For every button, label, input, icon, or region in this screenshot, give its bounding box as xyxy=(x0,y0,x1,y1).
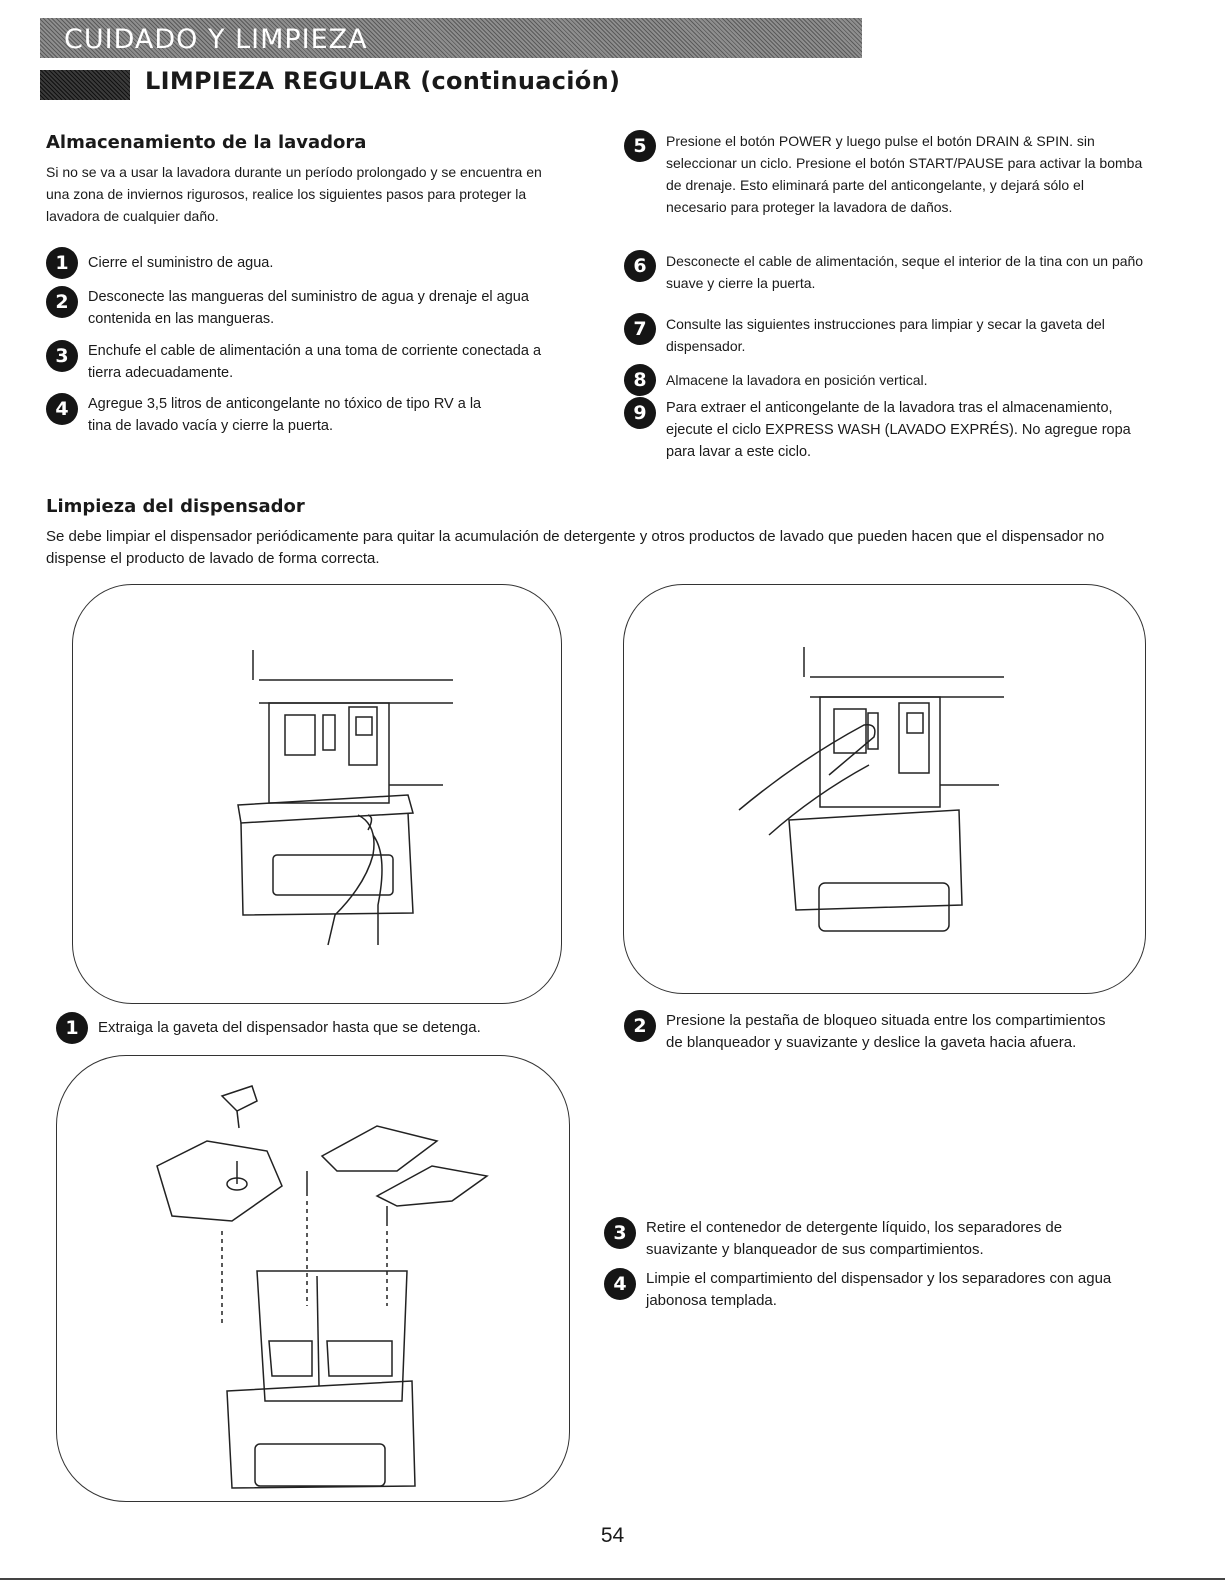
step-text: Presione la pestaña de bloqueo situada entre los compartimientos de blanqueador y suavizante y deslice la gaveta hacia afuera. xyxy=(666,1012,1106,1051)
step-number-badge: 1 xyxy=(56,1012,88,1044)
storage-step-1 xyxy=(46,247,576,279)
subheading-marker xyxy=(40,70,130,100)
storage-step-8 xyxy=(624,364,1164,396)
step-number-badge: 2 xyxy=(624,1010,656,1042)
storage-step-9 xyxy=(624,397,1164,463)
page-bottom-rule xyxy=(0,1578,1225,1580)
step-text: Para extraer el anticongelante de la lavadora tras el almacenamiento, ejecute el ciclo EXPRESS WASH (LAVADO EXPRÉS). No agregue ropa para lavar a este ciclo. xyxy=(666,400,1131,460)
step-number-badge: 3 xyxy=(604,1217,636,1249)
dispenser-intro: Se debe limpiar el dispensador periódicamente para quitar la acumulación de detergente y otros productos de lavado que pueden hacen que el dispensador no dispense el producto de lavado de forma correcta. xyxy=(46,528,1105,567)
step-text: Enchufe el cable de alimentación a una toma de corriente conectada a tierra adecuadamente. xyxy=(88,343,542,381)
illustration-disassembled-drawer xyxy=(56,1055,570,1502)
dispenser-step-4 xyxy=(604,1268,1144,1312)
storage-step-6 xyxy=(624,250,1184,294)
page-number: 54 xyxy=(600,1524,625,1547)
step-number-badge: 6 xyxy=(624,250,656,282)
illustration-pull-drawer xyxy=(72,584,562,1004)
dispenser-step-2 xyxy=(624,1010,1144,1054)
step-number-badge: 3 xyxy=(46,340,78,372)
storage-step-7 xyxy=(624,313,1164,357)
dispenser-step-1 xyxy=(56,1012,576,1044)
step-number-badge: 9 xyxy=(624,397,656,429)
illustration-press-lock-tab xyxy=(623,584,1146,994)
step-text: Almacene la lavadora en posición vertical. xyxy=(666,372,928,388)
step-text: Presione el botón POWER y luego pulse el botón DRAIN & SPIN. sin seleccionar un ciclo. Presione el botón START/PAUSE para activar la bomba de drenaje. Esto eliminará parte del anticongelante, y dejará sólo el necesario para proteger la lavadora de daños. xyxy=(666,133,1143,215)
dispenser-step-3 xyxy=(604,1217,1144,1261)
step-number-badge: 4 xyxy=(46,393,78,425)
step-text: Retire el contenedor de detergente líquido, los separadores de suavizante y blanqueador de sus compartimientos. xyxy=(646,1219,1063,1258)
dispenser-heading: Limpieza del dispensador xyxy=(46,496,305,517)
storage-intro: Si no se va a usar la lavadora durante un período prolongado y se encuentra en una zona de inviernos rigurosos, realice los siguientes pasos para proteger la lavadora de cualquier daño. xyxy=(46,164,542,224)
step-text: Agregue 3,5 litros de anticongelante no tóxico de tipo RV a la tina de lavado vacía y cierre la puerta. xyxy=(88,396,482,434)
storage-heading: Almacenamiento de la lavadora xyxy=(46,132,367,153)
storage-step-4 xyxy=(46,393,576,437)
section-banner-title: CUIDADO Y LIMPIEZA xyxy=(64,24,368,55)
storage-step-3 xyxy=(46,340,576,384)
section-banner xyxy=(40,18,862,58)
step-text: Consulte las siguientes instrucciones para limpiar y secar la gaveta del dispensador. xyxy=(666,316,1105,354)
step-number-badge: 5 xyxy=(624,130,656,162)
step-number-badge: 4 xyxy=(604,1268,636,1300)
storage-step-5 xyxy=(624,130,1164,218)
page-title: LIMPIEZA REGULAR (continuación) xyxy=(145,67,621,95)
storage-step-2 xyxy=(46,286,576,330)
step-number-badge: 8 xyxy=(624,364,656,396)
step-number-badge: 1 xyxy=(46,247,78,279)
step-text: Limpie el compartimiento del dispensador y los separadores con agua jabonosa templada. xyxy=(646,1270,1112,1309)
step-text: Desconecte el cable de alimentación, seque el interior de la tina con un paño suave y cierre la puerta. xyxy=(666,253,1144,291)
step-number-badge: 7 xyxy=(624,313,656,345)
step-text: Desconecte las mangueras del suministro de agua y drenaje el agua contenida en las mangueras. xyxy=(88,289,529,327)
step-number-badge: 2 xyxy=(46,286,78,318)
step-text: Cierre el suministro de agua. xyxy=(88,255,274,271)
step-text: Extraiga la gaveta del dispensador hasta que se detenga. xyxy=(98,1019,481,1036)
